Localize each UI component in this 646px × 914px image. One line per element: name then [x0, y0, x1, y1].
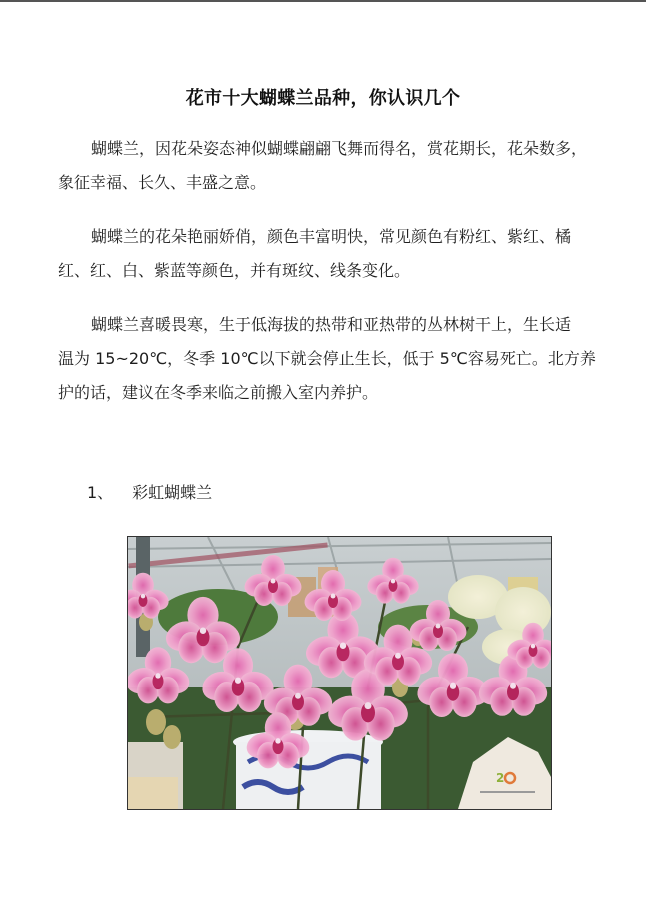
list-label: 彩虹蝴蝶兰: [132, 483, 213, 502]
list-number: 1、: [87, 483, 114, 502]
orchid-photo-illustration: [128, 537, 551, 809]
paragraph-line: 蝴蝶兰，因花朵姿态神似蝴蝶翩翩飞舞而得名，赏花期长，花朵数多，: [91, 139, 588, 158]
page-title: 花市十大蝴蝶兰品种，你认识几个: [185, 88, 461, 109]
paragraph-line: 蝴蝶兰的花朵艳丽娇俏，颜色丰富明快，常见颜色有粉红、紫红、橘: [91, 227, 572, 246]
paragraph-line: 红、红、白、紫蓝等颜色，并有斑纹、线条变化。: [58, 261, 411, 280]
paragraph-care: [58, 308, 598, 410]
paragraph-line: 温为 15~20℃，冬季 10℃以下就会停止生长，低于 5℃容易死亡。北方养: [58, 349, 596, 368]
list-item: [87, 480, 212, 503]
paragraph-line: 护的话，建议在冬季来临之前搬入室内养护。: [58, 383, 379, 402]
paragraph-colors: [58, 220, 598, 288]
top-rule: [0, 0, 646, 2]
paragraph-line: 象征幸福、长久、丰盛之意。: [58, 173, 267, 192]
paragraph-intro: [58, 132, 598, 200]
orchid-photo: [127, 536, 552, 810]
tag-logo: 2: [496, 771, 505, 785]
paragraph-line: 蝴蝶兰喜暖畏寒，生于低海拔的热带和亚热带的丛林树干上，生长适: [91, 315, 572, 334]
